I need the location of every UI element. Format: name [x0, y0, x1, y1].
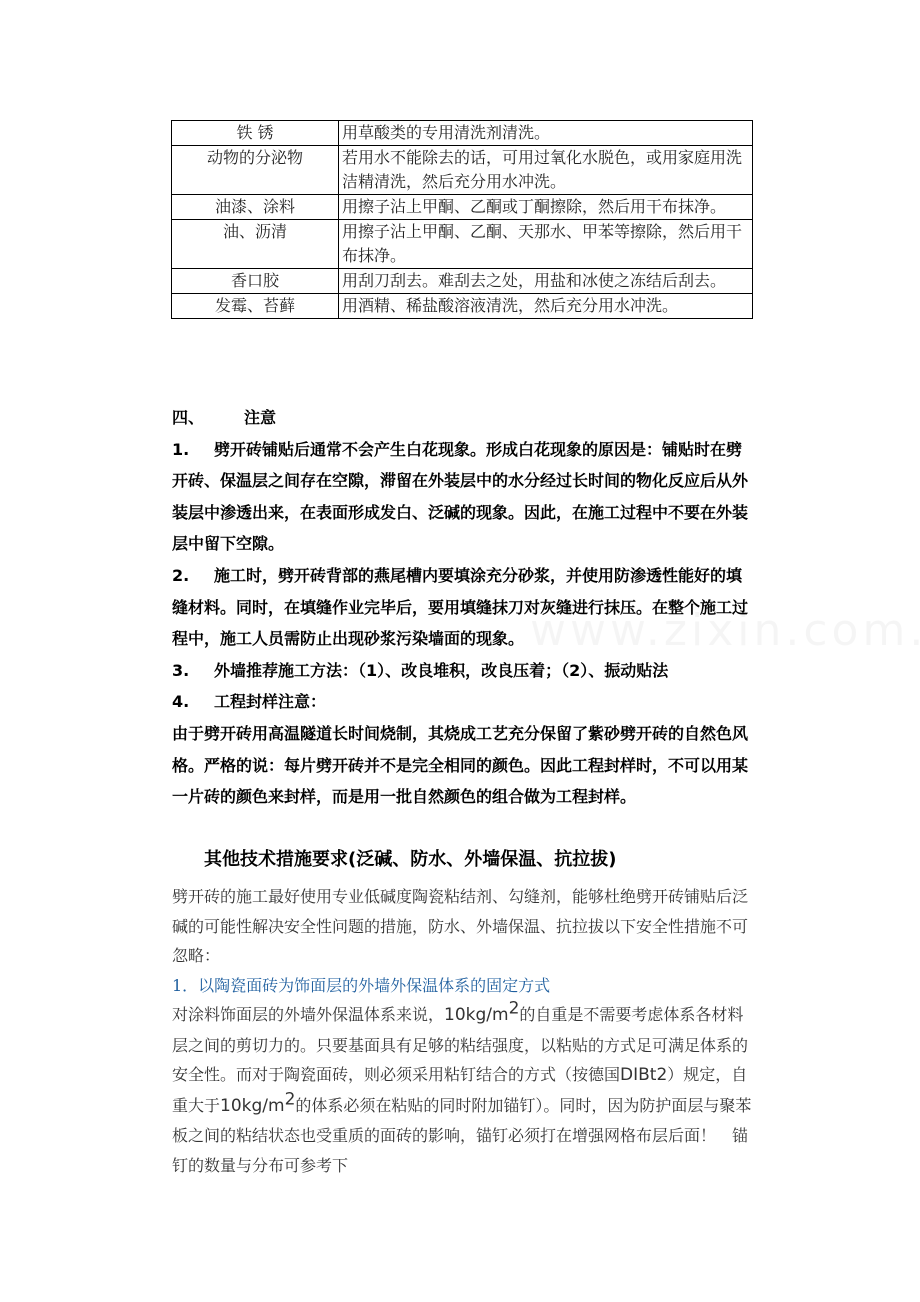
weight-value: 10kg/m — [220, 1095, 285, 1116]
stain-type-cell: 发霉、苔藓 — [172, 294, 339, 319]
table-row — [172, 146, 753, 195]
notes-heading — [172, 402, 757, 434]
note-item — [172, 655, 757, 687]
cleaning-method-cell: 用草酸类的专用清洗剂清洗。 — [339, 121, 753, 146]
sub-heading: 1．以陶瓷面砖为饰面层的外墙外保温体系的固定方式 — [172, 975, 551, 995]
text-run: 的体系必须在粘贴的同时附加锚钉）。同时，因为防护面层与聚苯板之间的粘结状态也受重质的面砖的影响，锚钉必须打在增强网格布层后面！ 锚钉的数量与分布可参考下 — [172, 1095, 752, 1175]
section-title: 其他技术措施要求(泛碱、防水、外墙保温、抗拉拔) — [204, 849, 617, 870]
text-run: 的自重是不需要考虑体系各材料层之间的剪切力的。只要基面具有足够的粘结强度，以粘贴的方式足可满足体系的安全性。而对于陶瓷面砖，则必须采用粘钉结合的方式（按德国 — [172, 1005, 749, 1084]
note-number: 4. — [172, 692, 190, 712]
stain-type-cell: 香口胶 — [172, 269, 339, 294]
note-item — [172, 434, 757, 560]
stain-cleaning-table — [171, 120, 753, 319]
note-text: 外墙推荐施工方法：（1）、改良堆积，改良压着；（2）、振动贴法 — [214, 660, 669, 680]
note-text: 施工时，劈开砖背部的燕尾槽内要填涂充分砂浆，并使用防渗透性能好的填缝材料。同时，在填缝作业完毕后，要用填缝抹刀对灰缝进行抹压。在整个施工过程中，施工人员需防止出现砂浆污染墙面的现象。 — [172, 565, 749, 649]
note-number: 2. — [172, 565, 190, 585]
table-row — [172, 195, 753, 220]
intro-paragraph: 劈开砖的施工最好使用专业低碱度陶瓷粘结剂、勾缝剂，能够杜绝劈开砖铺贴后泛碱的可能性解决安全性问题的措施，防水、外墙保温、抗拉拔以下安全性措施不可忽略： — [172, 887, 749, 965]
stain-type-cell: 铁 锈 — [172, 121, 339, 146]
weight-value: 10kg/m — [444, 1005, 509, 1025]
superscript: 2 — [508, 998, 520, 1019]
table-row — [172, 269, 753, 294]
notes-heading-text: 注意 — [244, 408, 277, 427]
fixing-paragraph — [172, 1000, 757, 1180]
note-number: 3. — [172, 660, 190, 680]
note-text: 劈开砖铺贴后通常不会产生白花现象。形成白花现象的原因是：铺贴时在劈开砖、保温层之间存在空隙，滞留在外装层中的水分经过长时间的物化反应后从外装层中渗透出来，在表面形成发白、泛碱的现象。因此，在施工过程中不要在外装层中留下空隙。 — [172, 439, 749, 554]
note-item — [172, 686, 757, 718]
cleaning-method-cell: 若用水不能除去的话，可用过氧化水脱色，或用家庭用洗洁精清洗，然后充分用水冲洗。 — [339, 146, 753, 195]
notes-heading-number: 四、 — [172, 408, 205, 427]
watermark — [530, 605, 920, 656]
text-run: 对涂料饰面层的外墙外保温体系来说， — [172, 1005, 445, 1024]
cleaning-method-cell: 用擦子沾上甲酮、乙酮或丁酮擦除，然后用干布抹净。 — [339, 195, 753, 220]
stain-type-cell: 油、沥清 — [172, 220, 339, 269]
standard-code: DIBt2 — [620, 1065, 668, 1085]
cleaning-method-cell: 用酒精、稀盐酸溶液清洗，然后充分用水冲洗。 — [339, 294, 753, 319]
cleaning-method-cell: 用擦子沾上甲酮、乙酮、天那水、甲苯等擦除，然后用干布抹净。 — [339, 220, 753, 269]
superscript: 2 — [284, 1089, 296, 1110]
table-row — [172, 220, 753, 269]
text-run: ）规定，自重大于 — [172, 1065, 748, 1115]
note-closing-paragraph: 由于劈开砖用高温隧道长时间烧制，其烧成工艺充分保留了紫砂劈开砖的自然色风格。严格的说：每片劈开砖并不是完全相同的颜色。因此工程封样时，不可以用某一片砖的颜色来封样，而是用一批自然颜色的组合做为工程封样。 — [172, 723, 749, 807]
note-text: 工程封样注意： — [214, 692, 327, 712]
table-row — [172, 121, 753, 146]
stain-type-cell: 油漆、涂料 — [172, 195, 339, 220]
stain-type-cell: 动物的分泌物 — [172, 146, 339, 195]
cleaning-method-cell: 用刮刀刮去。难刮去之处，用盐和冰使之冻结后刮去。 — [339, 269, 753, 294]
note-number: 1. — [172, 439, 190, 459]
table-row — [172, 294, 753, 319]
section-body — [172, 882, 757, 1180]
